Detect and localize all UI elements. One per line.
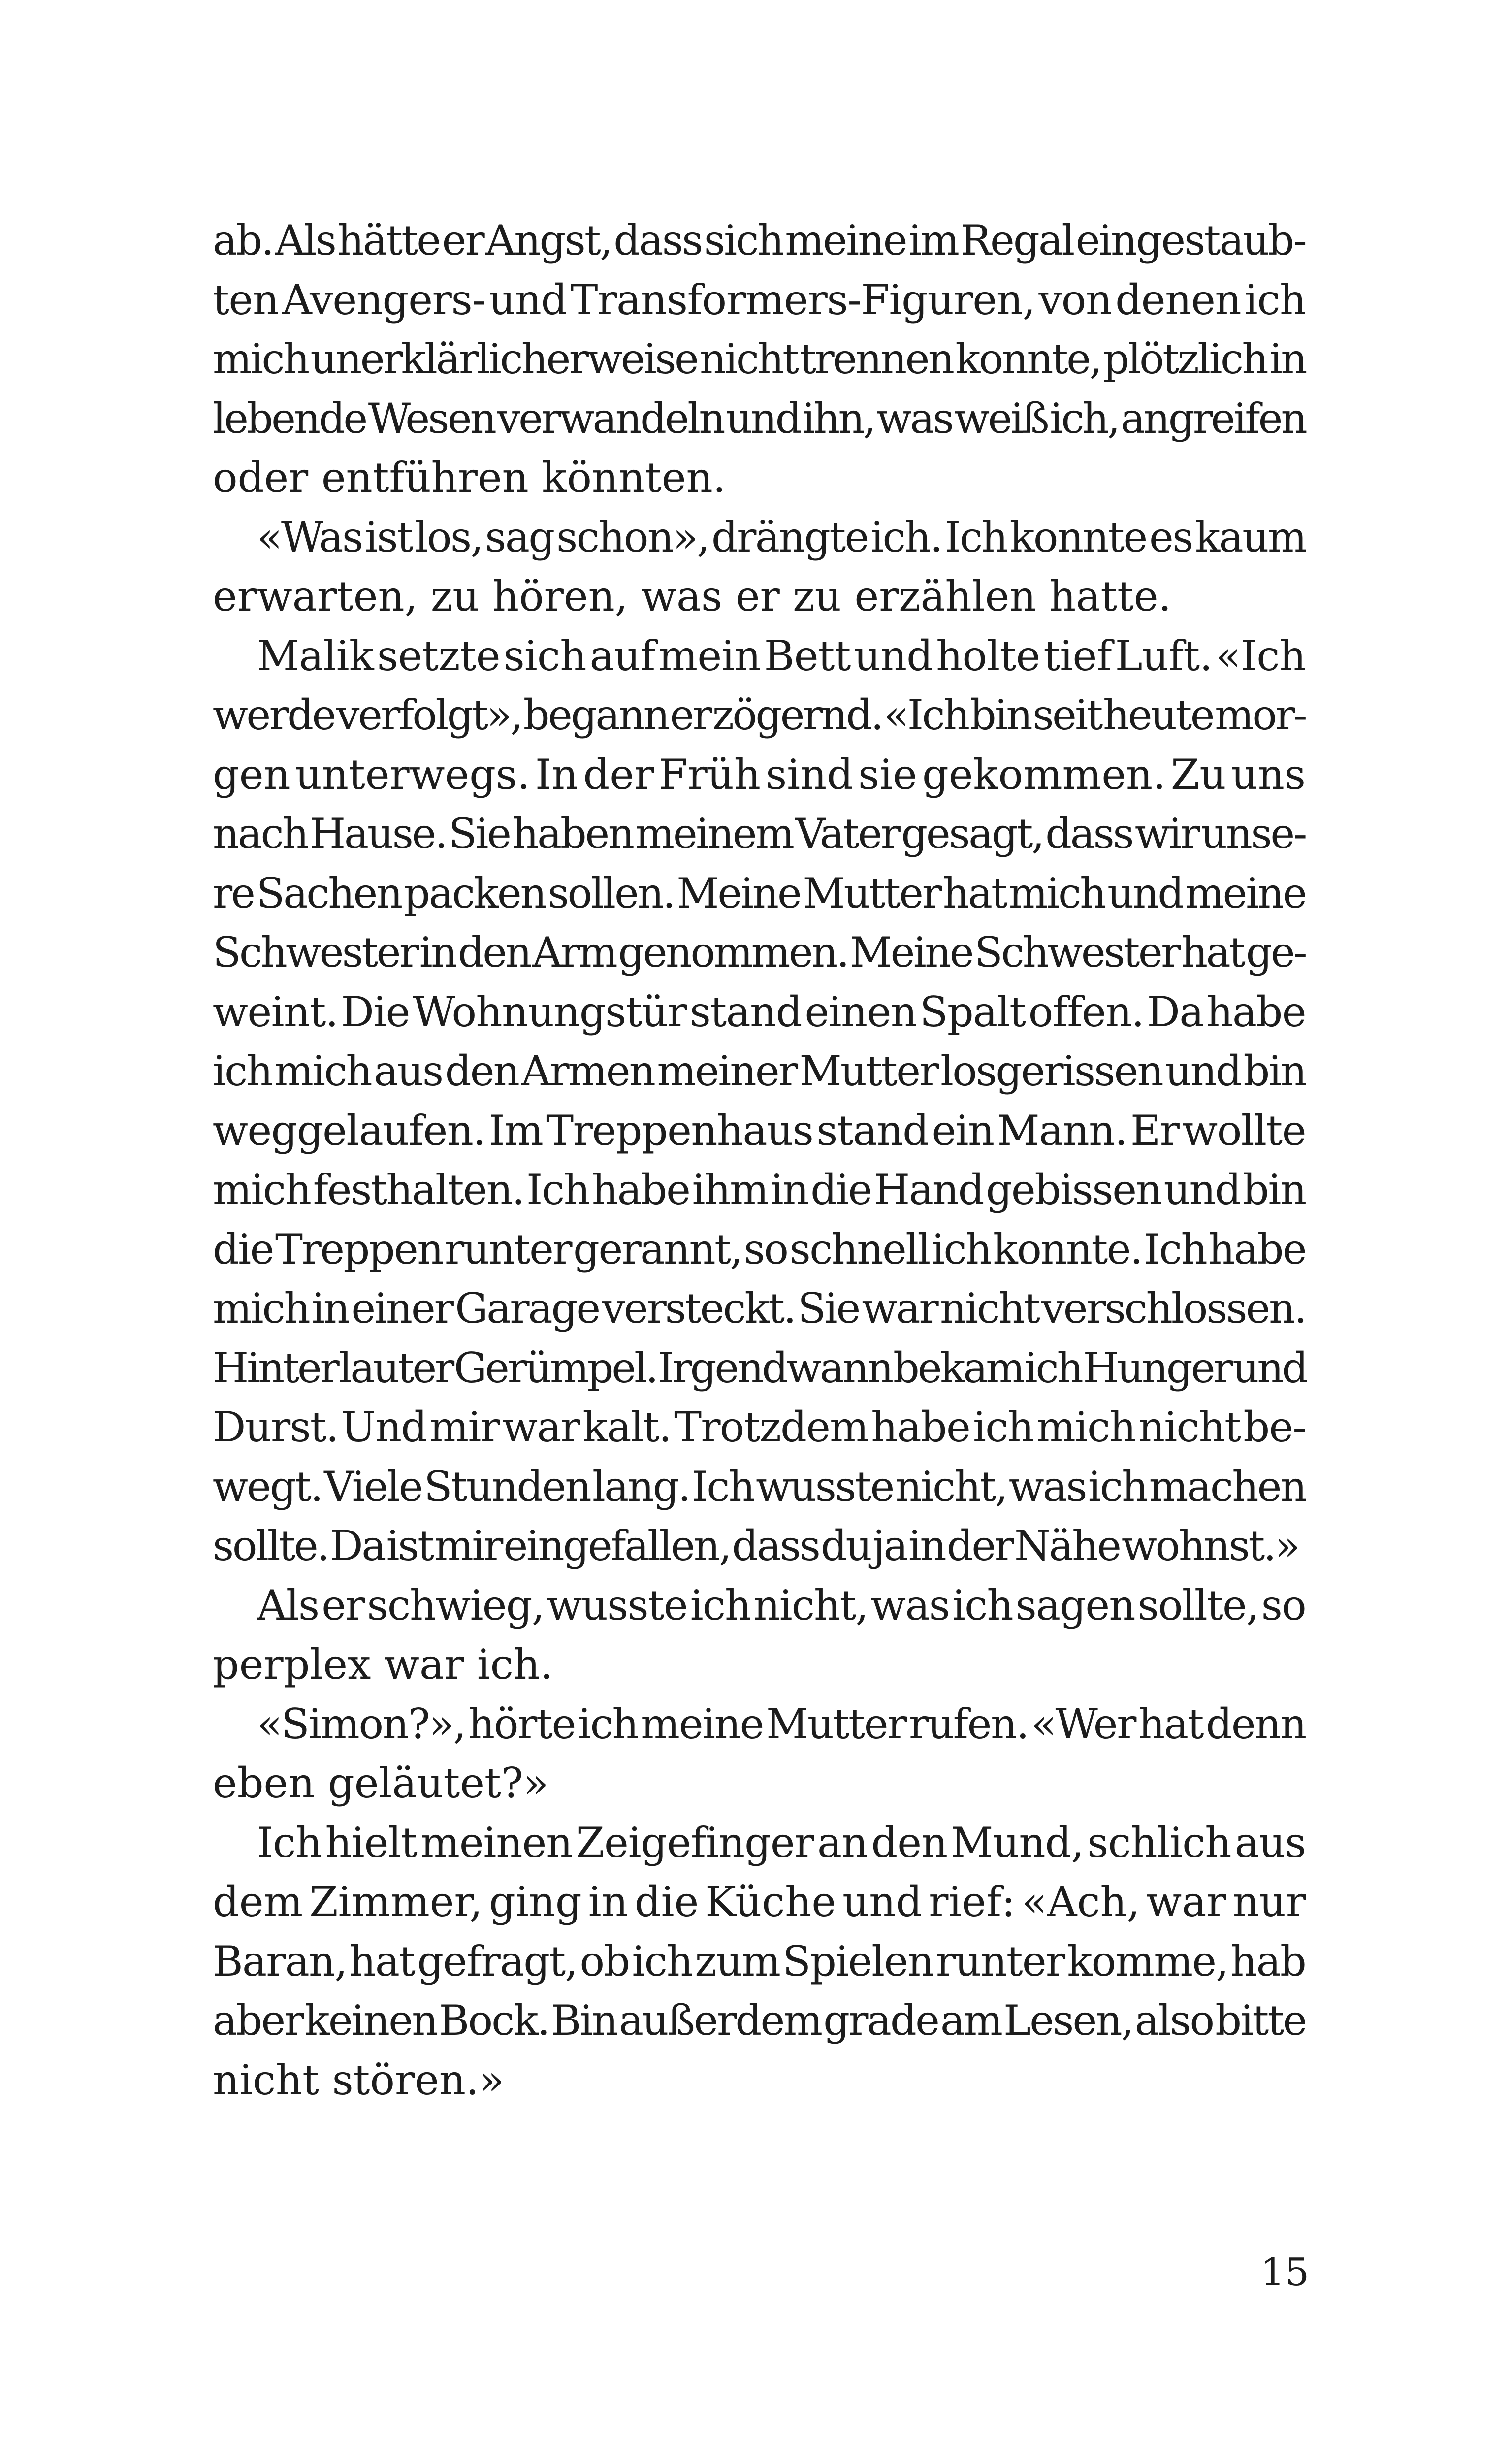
text-line: nach Hause. Sie haben meinem Vater gesagt, dass wir unse-	[213, 810, 1306, 858]
text-line: Malik setzte sich auf mein Bett und holte tief Luft. «Ich	[257, 631, 1306, 680]
text-line: Hinter lauter Gerümpel. Irgendwann bekam ich Hunger und	[213, 1343, 1307, 1392]
text-line: oder entführen könnten.	[213, 454, 726, 502]
text-line: dem Zimmer, ging in die Küche und rief: «Ach, war nur	[213, 1878, 1306, 1926]
text-line: mich unerklärlicherweise nicht trennen konnte, plötzlich in	[213, 335, 1306, 383]
text-line: die Treppen runter gerannt, so schnell ich konnte. Ich habe	[213, 1225, 1306, 1273]
text-line: weggelaufen. Im Treppenhaus stand ein Mann. Er wollte	[213, 1106, 1306, 1155]
text-line: mich festhalten. Ich habe ihm in die Hand gebissen und bin	[213, 1166, 1306, 1214]
page-number: 15	[1260, 2250, 1310, 2295]
text-line: lebende Wesen verwandeln und ihn, was weiß ich, angreifen	[213, 394, 1306, 443]
text-line: wegt. Viele Stunden lang. Ich wusste nicht, was ich machen	[213, 1462, 1306, 1511]
text-line: aber keinen Bock. Bin außerdem grade am Lesen, also bitte	[213, 1996, 1306, 2045]
text-line: «Was ist los, sag schon», drängte ich. Ich konnte es kaum	[257, 513, 1306, 561]
text-line: ich mich aus den Armen meiner Mutter losgerissen und bin	[213, 1047, 1306, 1095]
text-line: ten Avengers- und Transformers-Figuren, von denen ich	[213, 275, 1306, 324]
text-line: werde verfolgt», begann er zögernd. «Ich bin seit heute mor-	[213, 691, 1306, 739]
text-line: Durst. Und mir war kalt. Trotzdem habe ich mich nicht be-	[213, 1403, 1306, 1451]
text-line: Ich hielt meinen Zeigefinger an den Mund, schlich aus	[257, 1818, 1306, 1867]
text-line: gen unterwegs. In der Früh sind sie gekommen. Zu uns	[213, 750, 1306, 799]
text-line: eben geläutet?»	[213, 1759, 549, 1807]
text-line: Als er schwieg, wusste ich nicht, was ich sagen sollte, so	[257, 1581, 1306, 1629]
text-line: mich in einer Garage versteckt. Sie war nicht verschlossen.	[213, 1284, 1306, 1333]
text-line: Baran, hat gefragt, ob ich zum Spielen runter komme, hab	[213, 1937, 1306, 1986]
text-line: «Simon?», hörte ich meine Mutter rufen. «Wer hat denn	[257, 1699, 1306, 1748]
text-line: nicht stören.»	[213, 2055, 505, 2104]
text-line: Schwester in den Arm genommen. Meine Schwester hat ge-	[213, 928, 1306, 977]
text-line: erwarten, zu hören, was er zu erzählen hatte.	[213, 572, 1172, 620]
text-line: ab. Als hätte er Angst, dass sich meine im Regal eingestaub-	[213, 216, 1306, 264]
text-line: perplex war ich.	[213, 1640, 553, 1689]
text-line: weint. Die Wohnungstür stand einen Spalt offen. Da habe	[213, 987, 1306, 1036]
text-line: sollte. Da ist mir eingefallen, dass du ja in der Nähe wohnst.»	[213, 1522, 1299, 1570]
text-line: re Sachen packen sollen. Meine Mutter hat mich und meine	[213, 869, 1306, 917]
body-text	[213, 211, 1306, 2110]
